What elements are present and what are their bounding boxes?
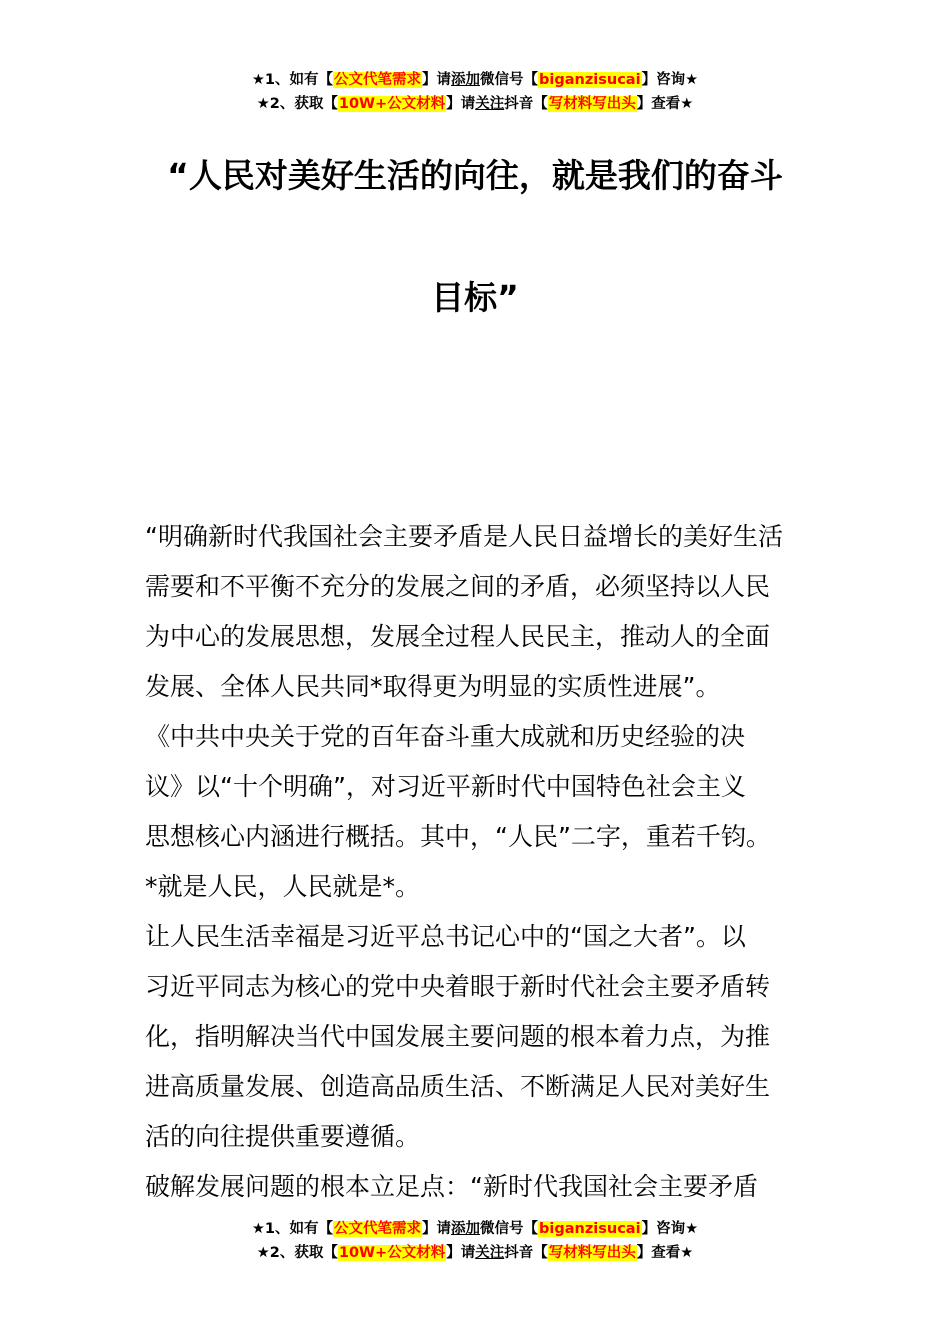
promo-text: 】咨询★ bbox=[641, 72, 699, 88]
promo-text: ★1、如有【 bbox=[251, 72, 334, 88]
body-line: 需要和不平衡不充分的发展之间的矛盾，必须坚持以人民 bbox=[145, 572, 771, 601]
promo-header bbox=[0, 68, 950, 116]
promo-text: ★2、获取【 bbox=[256, 1245, 338, 1261]
promo-line-1 bbox=[0, 68, 950, 92]
promo-text: 】查看★ bbox=[636, 1245, 694, 1261]
highlight-materials: 10W+公文材料 bbox=[338, 96, 446, 112]
body-line: 让人民生活幸福是习近平总书记心中的“国之大者”。以 bbox=[145, 922, 746, 951]
promo-text: 】查看★ bbox=[636, 96, 694, 112]
highlight-wechat-id: biganzisucai bbox=[539, 72, 641, 88]
promo-line-2 bbox=[0, 1241, 950, 1265]
body-line: 活的向往提供重要遵循。 bbox=[145, 1122, 421, 1151]
promo-footer bbox=[0, 1217, 950, 1265]
body-line: 议》以“十个明确”，对习近平新时代中国特色社会主义 bbox=[145, 772, 746, 801]
promo-text: 】请 bbox=[446, 96, 476, 112]
body-line: 习近平同志为核心的党中央着眼于新时代社会主要矛盾转 bbox=[145, 972, 771, 1001]
document-title-line-2: 目标” bbox=[431, 278, 519, 317]
promo-text: 】请 bbox=[446, 1245, 476, 1261]
highlight-wechat-id: biganzisucai bbox=[539, 1221, 641, 1237]
body-line: 思想核心内涵进行概括。其中，“人民”二字，重若千钧。 bbox=[145, 822, 771, 851]
highlight-service: 公文代笔需求 bbox=[334, 72, 422, 88]
promo-text: 微信号【 bbox=[480, 1221, 539, 1237]
promo-text: 】请 bbox=[422, 72, 452, 88]
promo-text: 微信号【 bbox=[480, 72, 539, 88]
body-line: 进高质量发展、创造高品质生活、不断满足人民对美好生 bbox=[145, 1072, 771, 1101]
promo-emphasis: 添加 bbox=[451, 1221, 481, 1237]
promo-line-2 bbox=[0, 92, 950, 116]
document-title-line-1: “人民对美好生活的向往，就是我们的奋斗 bbox=[167, 156, 783, 195]
promo-text: ★1、如有【 bbox=[251, 1221, 334, 1237]
promo-emphasis: 添加 bbox=[451, 72, 481, 88]
promo-text: 抖音【 bbox=[504, 1245, 548, 1261]
promo-emphasis: 关注 bbox=[475, 1245, 505, 1261]
promo-text: 】咨询★ bbox=[641, 1221, 699, 1237]
body-line: 化，指明解决当代中国发展主要问题的根本着力点，为推 bbox=[145, 1022, 771, 1051]
body-line: “明确新时代我国社会主要矛盾是人民日益增长的美好生活 bbox=[145, 522, 783, 551]
document-body bbox=[145, 512, 810, 1212]
promo-line-1 bbox=[0, 1217, 950, 1241]
promo-text: 】请 bbox=[422, 1221, 452, 1237]
body-line: *就是人民，人民就是*。 bbox=[145, 872, 421, 901]
highlight-douyin-id: 写材料写出头 bbox=[548, 1245, 636, 1261]
body-line: 为中心的发展思想，发展全过程人民民主，推动人的全面 bbox=[145, 622, 771, 651]
body-line: 发展、全体人民共同*取得更为明显的实质性进展”。 bbox=[145, 672, 721, 701]
promo-text: ★2、获取【 bbox=[256, 96, 338, 112]
promo-emphasis: 关注 bbox=[475, 96, 505, 112]
highlight-materials: 10W+公文材料 bbox=[338, 1245, 446, 1261]
body-line: 《中共中央关于党的百年奋斗重大成就和历史经验的决 bbox=[145, 722, 746, 751]
highlight-service: 公文代笔需求 bbox=[334, 1221, 422, 1237]
body-line: 破解发展问题的根本立足点：“新时代我国社会主要矛盾 bbox=[145, 1172, 758, 1201]
highlight-douyin-id: 写材料写出头 bbox=[548, 96, 636, 112]
promo-text: 抖音【 bbox=[504, 96, 548, 112]
